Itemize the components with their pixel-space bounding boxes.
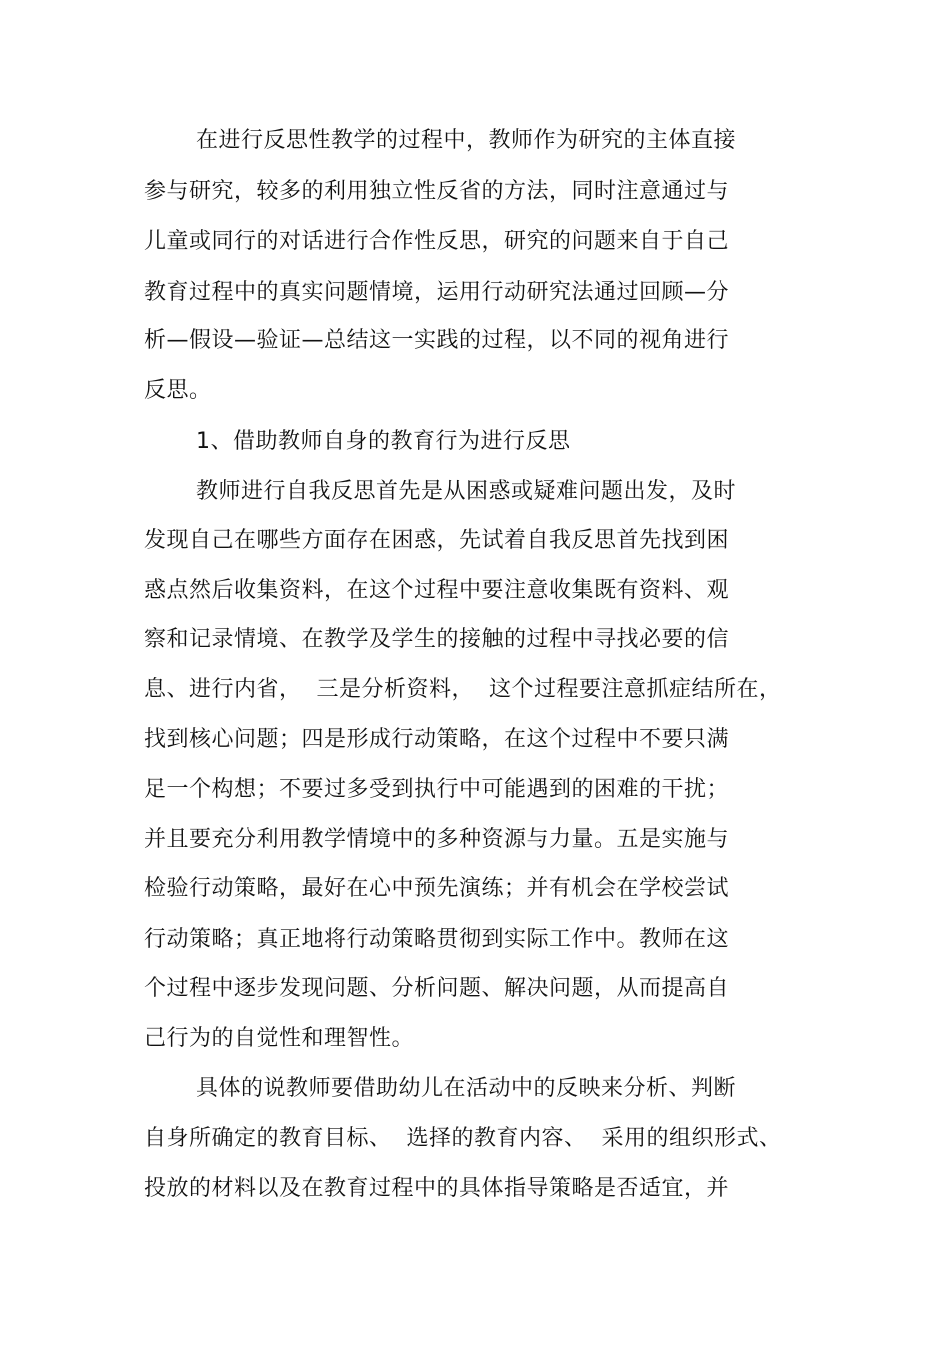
paragraph-2-line-7: 足一个构想；不要过多受到执行中可能遇到的困难的干扰； [144,777,730,802]
paragraph-2-line-12: 己行为的自觉性和理智性。 [144,1026,415,1051]
paragraph-2-line-10: 行动策略；真正地将行动策略贯彻到实际工作中。教师在这 [144,927,730,952]
section-heading: 1、借助教师自身的教育行为进行反思 [196,429,571,454]
paragraph-2-line-4: 察和记录情境、在教学及学生的接触的过程中寻找必要的信 [144,627,730,652]
paragraph-2-line-8: 并且要充分利用教学情境中的多种资源与力量。五是实施与 [144,827,730,852]
paragraph-1-line-6: 反思。 [144,378,212,403]
paragraph-3-line-3: 投放的材料以及在教育过程中的具体指导策略是否适宜，并 [144,1176,730,1201]
paragraph-1-line-2: 参与研究，较多的利用独立性反省的方法，同时注意通过与 [144,179,730,204]
paragraph-3-line-1: 具体的说教师要借助幼儿在活动中的反映来分析、判断 [196,1076,737,1101]
paragraph-2-line-3: 惑点然后收集资料，在这个过程中要注意收集既有资料、观 [144,578,730,603]
paragraph-1-line-1: 在进行反思性教学的过程中，教师作为研究的主体直接 [196,128,737,153]
paragraph-1-line-3: 儿童或同行的对话进行合作性反思，研究的问题来自于自己 [144,229,730,254]
paragraph-3-line-2: 自身所确定的教育目标、 选择的教育内容、 采用的组织形式、 [144,1126,782,1151]
paragraph-2-line-11: 个过程中逐步发现问题、分析问题、解决问题，从而提高自 [144,976,730,1001]
paragraph-2-line-1: 教师进行自我反思首先是从困惑或疑难问题出发，及时 [196,479,737,504]
paragraph-1-line-4: 教育过程中的真实问题情境，运用行动研究法通过回顾—分 [144,280,730,305]
paragraph-2-line-9: 检验行动策略，最好在心中预先演练；并有机会在学校尝试 [144,876,730,901]
paragraph-1-line-5: 析—假设—验证—总结这一实践的过程，以不同的视角进行 [144,328,730,353]
paragraph-2-line-6: 找到核心问题；四是形成行动策略，在这个过程中不要只满 [144,727,730,752]
paragraph-2-line-2: 发现自己在哪些方面存在困惑，先试着自我反思首先找到困 [144,528,730,553]
paragraph-2-line-5: 息、进行内省， 三是分析资料， 这个过程要注意抓症结所在， [144,677,782,702]
